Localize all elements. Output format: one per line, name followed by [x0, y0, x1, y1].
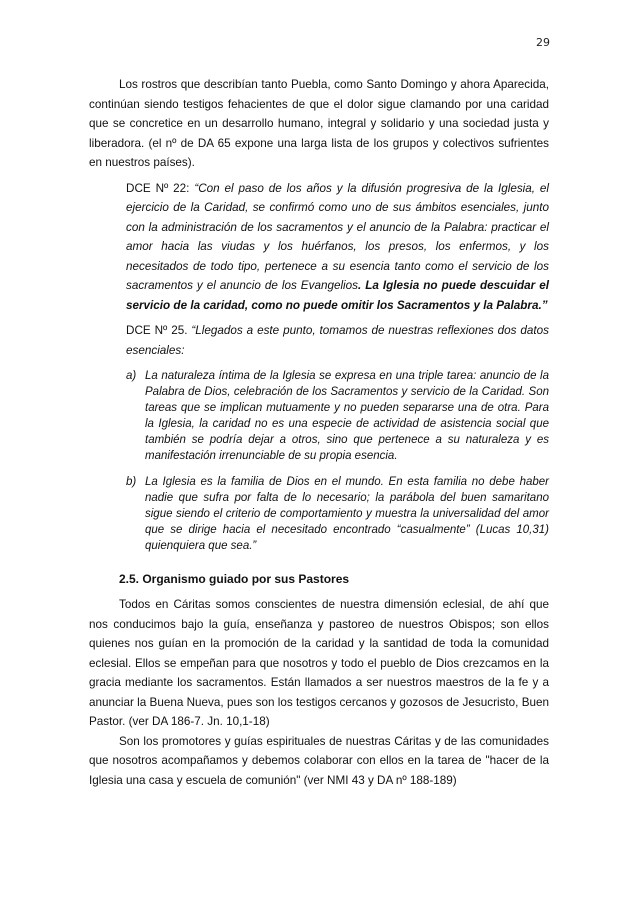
quote-dce-25 [126, 321, 549, 360]
list-item-label: a) [126, 370, 137, 382]
essential-data-list [126, 368, 549, 554]
page-number: 29 [536, 36, 550, 49]
list-item [126, 368, 549, 464]
quote-dce-22 [126, 179, 549, 316]
quote-dce-25-ref: DCE Nº 25. [126, 324, 192, 337]
quote-dce-22-text: “Con el paso de los años y la difusión progresiva de la Iglesia, el ejercicio de la Caridad, se confirmó como uno de sus ámbitos esenciales, junto con la administración de los sacramentos y el anuncio de la Palabra: practicar el amor hacia las viudas y los huérfanos, los presos, los enfermos, y los necesitados de todo tipo, pertenece a su esencia tanto como el servicio de los sacramentos y el anuncio de los Evangelios [126, 181, 549, 292]
list-item-text: La naturaleza íntima de la Iglesia se expresa en una triple tarea: anuncio de la Palabra de Dios, celebración de los Sacramentos y servicio de la Caridad. Son tareas que se implican mutuamente y no pueden separarse una de otra. Para la Iglesia, la caridad no es una especie de actividad de asistencia social que también se podría dejar a otros, sino que pertenece a su naturaleza y es manifestación irrenunciable de su propia esencia. [145, 370, 549, 462]
quote-dce-22-ref: DCE Nº 22: [126, 181, 195, 195]
paragraph-intro: Los rostros que describían tanto Puebla, como Santo Domingo y ahora Aparecida, continúan siendo testigos fehacientes de que el dolor sigue clamando por una caridad que se concretice en un desarrollo humano, integral y solidario y una sociedad justa y liberadora. (el nº de DA 65 expone una larga lista de los grupos y colectivos sufrientes en nuestros países). [89, 78, 549, 169]
list-item [126, 474, 549, 554]
section-heading: 2.5. Organismo guiado por sus Pastores [119, 572, 350, 586]
page-body [89, 75, 549, 790]
paragraph-pastors: Todos en Cáritas somos conscientes de nuestra dimensión eclesial, de ahí que nos conducimos bajo la guía, enseñanza y pastoreo de nuestros Obispos; son ellos quienes nos guían en la promoción de la caridad y la santidad de toda la comunidad eclesial. Ellos se empeñan para que nosotros y todo el pueblo de Dios crezcamos en la gracia mediante los sacramentos. Están llamados a ser nuestros maestros de la fe y a anunciar la Buena Nueva, pues son los testigos cercanos y gozosos de Jesucristo, Buen Pastor. (ver DA 186-7. Jn. 10,1-18) [89, 598, 549, 728]
quote-dce-22-emphasis: . La Iglesia no puede descuidar el servicio de la caridad, como no puede omitir los Sacramentos y la Palabra.” [126, 279, 549, 312]
list-item-label: b) [126, 476, 137, 488]
paragraph-promoters: Son los promotores y guías espirituales de nuestras Cáritas y de las comunidades que nosotros acompañamos y debemos colaborar con ellos en la tarea de "hacer de la Iglesia una casa y escuela de comunión" (ver NMI 43 y DA nº 188-189) [89, 734, 549, 787]
list-item-text: La Iglesia es la familia de Dios en el mundo. En esta familia no debe haber nadie que sufra por falta de lo necesario; la parábola del buen samaritano sigue siendo el criterio de comportamiento y muestra la universalidad del amor que se dirige hacia el necesitado encontrado “casualmente” (Lucas 10,31) quienquiera que sea.” [145, 476, 549, 552]
quote-dce-25-text: “Llegados a este punto, tomamos de nuestras reflexiones dos datos esenciales: [126, 324, 549, 357]
